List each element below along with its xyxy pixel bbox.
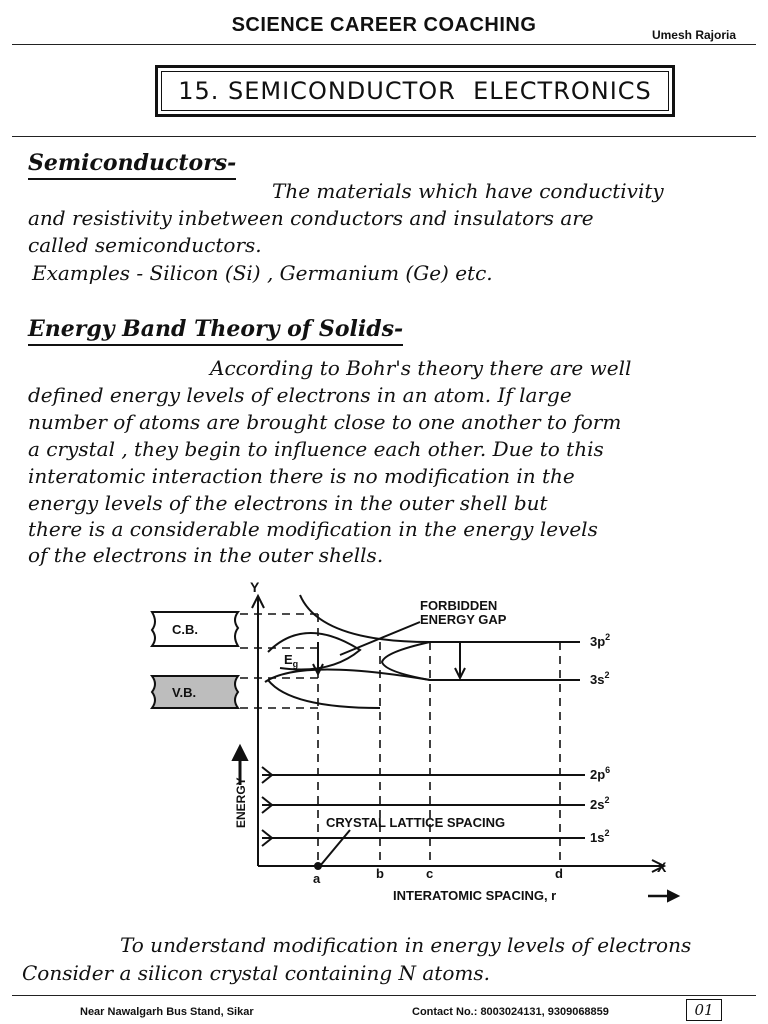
closing-line-1: To understand modification in energy levels of electrons (120, 933, 692, 957)
x-axis-label: X (657, 859, 667, 875)
lattice-point-a (315, 863, 321, 869)
x-axis-title: INTERATOMIC SPACING, r (393, 888, 557, 903)
footer-address: Near Nawalgarh Bus Stand, Sikar (80, 1006, 254, 1018)
header-title: SCIENCE CAREER COACHING (231, 14, 537, 36)
y-axis-label: Y (250, 580, 260, 595)
page-number: 01 (686, 999, 722, 1021)
closing-line-2: Consider a silicon crystal containing N atoms. (22, 961, 490, 985)
section1-line-2: and resistivity inbetween conductors and insulators are (28, 206, 594, 230)
section2-line-4: a crystal , they begin to influence each other. Due to this (28, 437, 604, 461)
header-author: Umesh Rajoria (651, 28, 736, 42)
energy-arrow-head (233, 746, 247, 760)
level-label-2s: $2s^2$ (590, 795, 610, 812)
point-label-a: a (313, 871, 321, 886)
forbidden-label-line1: FORBIDDEN (420, 598, 498, 613)
footer-rule (12, 995, 756, 996)
level-label-3p: $3p^2$ (590, 632, 611, 649)
section1-line-4: Examples - Silicon (Si) , Germanium (Ge) etc. (32, 261, 493, 285)
header-rule (12, 44, 756, 45)
chapter-rule (12, 136, 756, 137)
vb-label: V.B. (172, 685, 197, 700)
energy-axis-label: ENERGY (234, 777, 248, 828)
section1-line-3: called semiconductors. (28, 233, 262, 257)
section1-line-1: The materials which have conductivity (272, 179, 664, 203)
lattice-spacing-label: CRYSTAL LATTICE SPACING (326, 815, 506, 830)
section2-line-2: defined energy levels of electrons in an atom. If large (28, 383, 572, 407)
footer-contact: Contact No.: 8003024131, 9309068859 (412, 1006, 609, 1018)
chapter-title: 15. SEMICONDUCTOR ELECTRONICS (178, 77, 652, 105)
point-label-c: c (426, 866, 434, 881)
vb-lower-curve (268, 680, 380, 708)
cb-label: C.B. (172, 622, 198, 637)
chapter-title-box (155, 65, 675, 117)
energy-band-heading: Energy Band Theory of Solids- (28, 316, 403, 346)
level-label-2p: $2p^6$ (590, 765, 611, 782)
section2-line-6: energy levels of the electrons in the outer shell but (28, 491, 548, 515)
point-label-b: b (376, 866, 384, 881)
forbidden-label-line2: ENERGY GAP (420, 612, 507, 627)
section2-line-8: of the electrons in the outer shells. (28, 543, 384, 567)
x-title-arrow-head (668, 891, 678, 901)
forbidden-gap-pointer (340, 622, 420, 655)
level-label-3s: $3s^2$ (590, 670, 610, 687)
valence-band-curve (265, 669, 580, 682)
section2-line-3: number of atoms are brought close to one another to form (28, 410, 622, 434)
eg-label: $E_g$ (284, 652, 299, 669)
section2-line-5: interatomic interaction there is no modification in the (28, 464, 575, 488)
section2-line-1: According to Bohr's theory there are well (210, 356, 632, 380)
energy-band-diagram (0, 580, 768, 910)
lattice-spacing-pointer (320, 830, 350, 866)
level-label-1s: $1s^2$ (590, 828, 610, 845)
section2-line-7: there is a considerable modification in the energy levels (28, 517, 598, 541)
point-label-d: d (555, 866, 563, 881)
semiconductors-heading: Semiconductors- (28, 150, 236, 180)
